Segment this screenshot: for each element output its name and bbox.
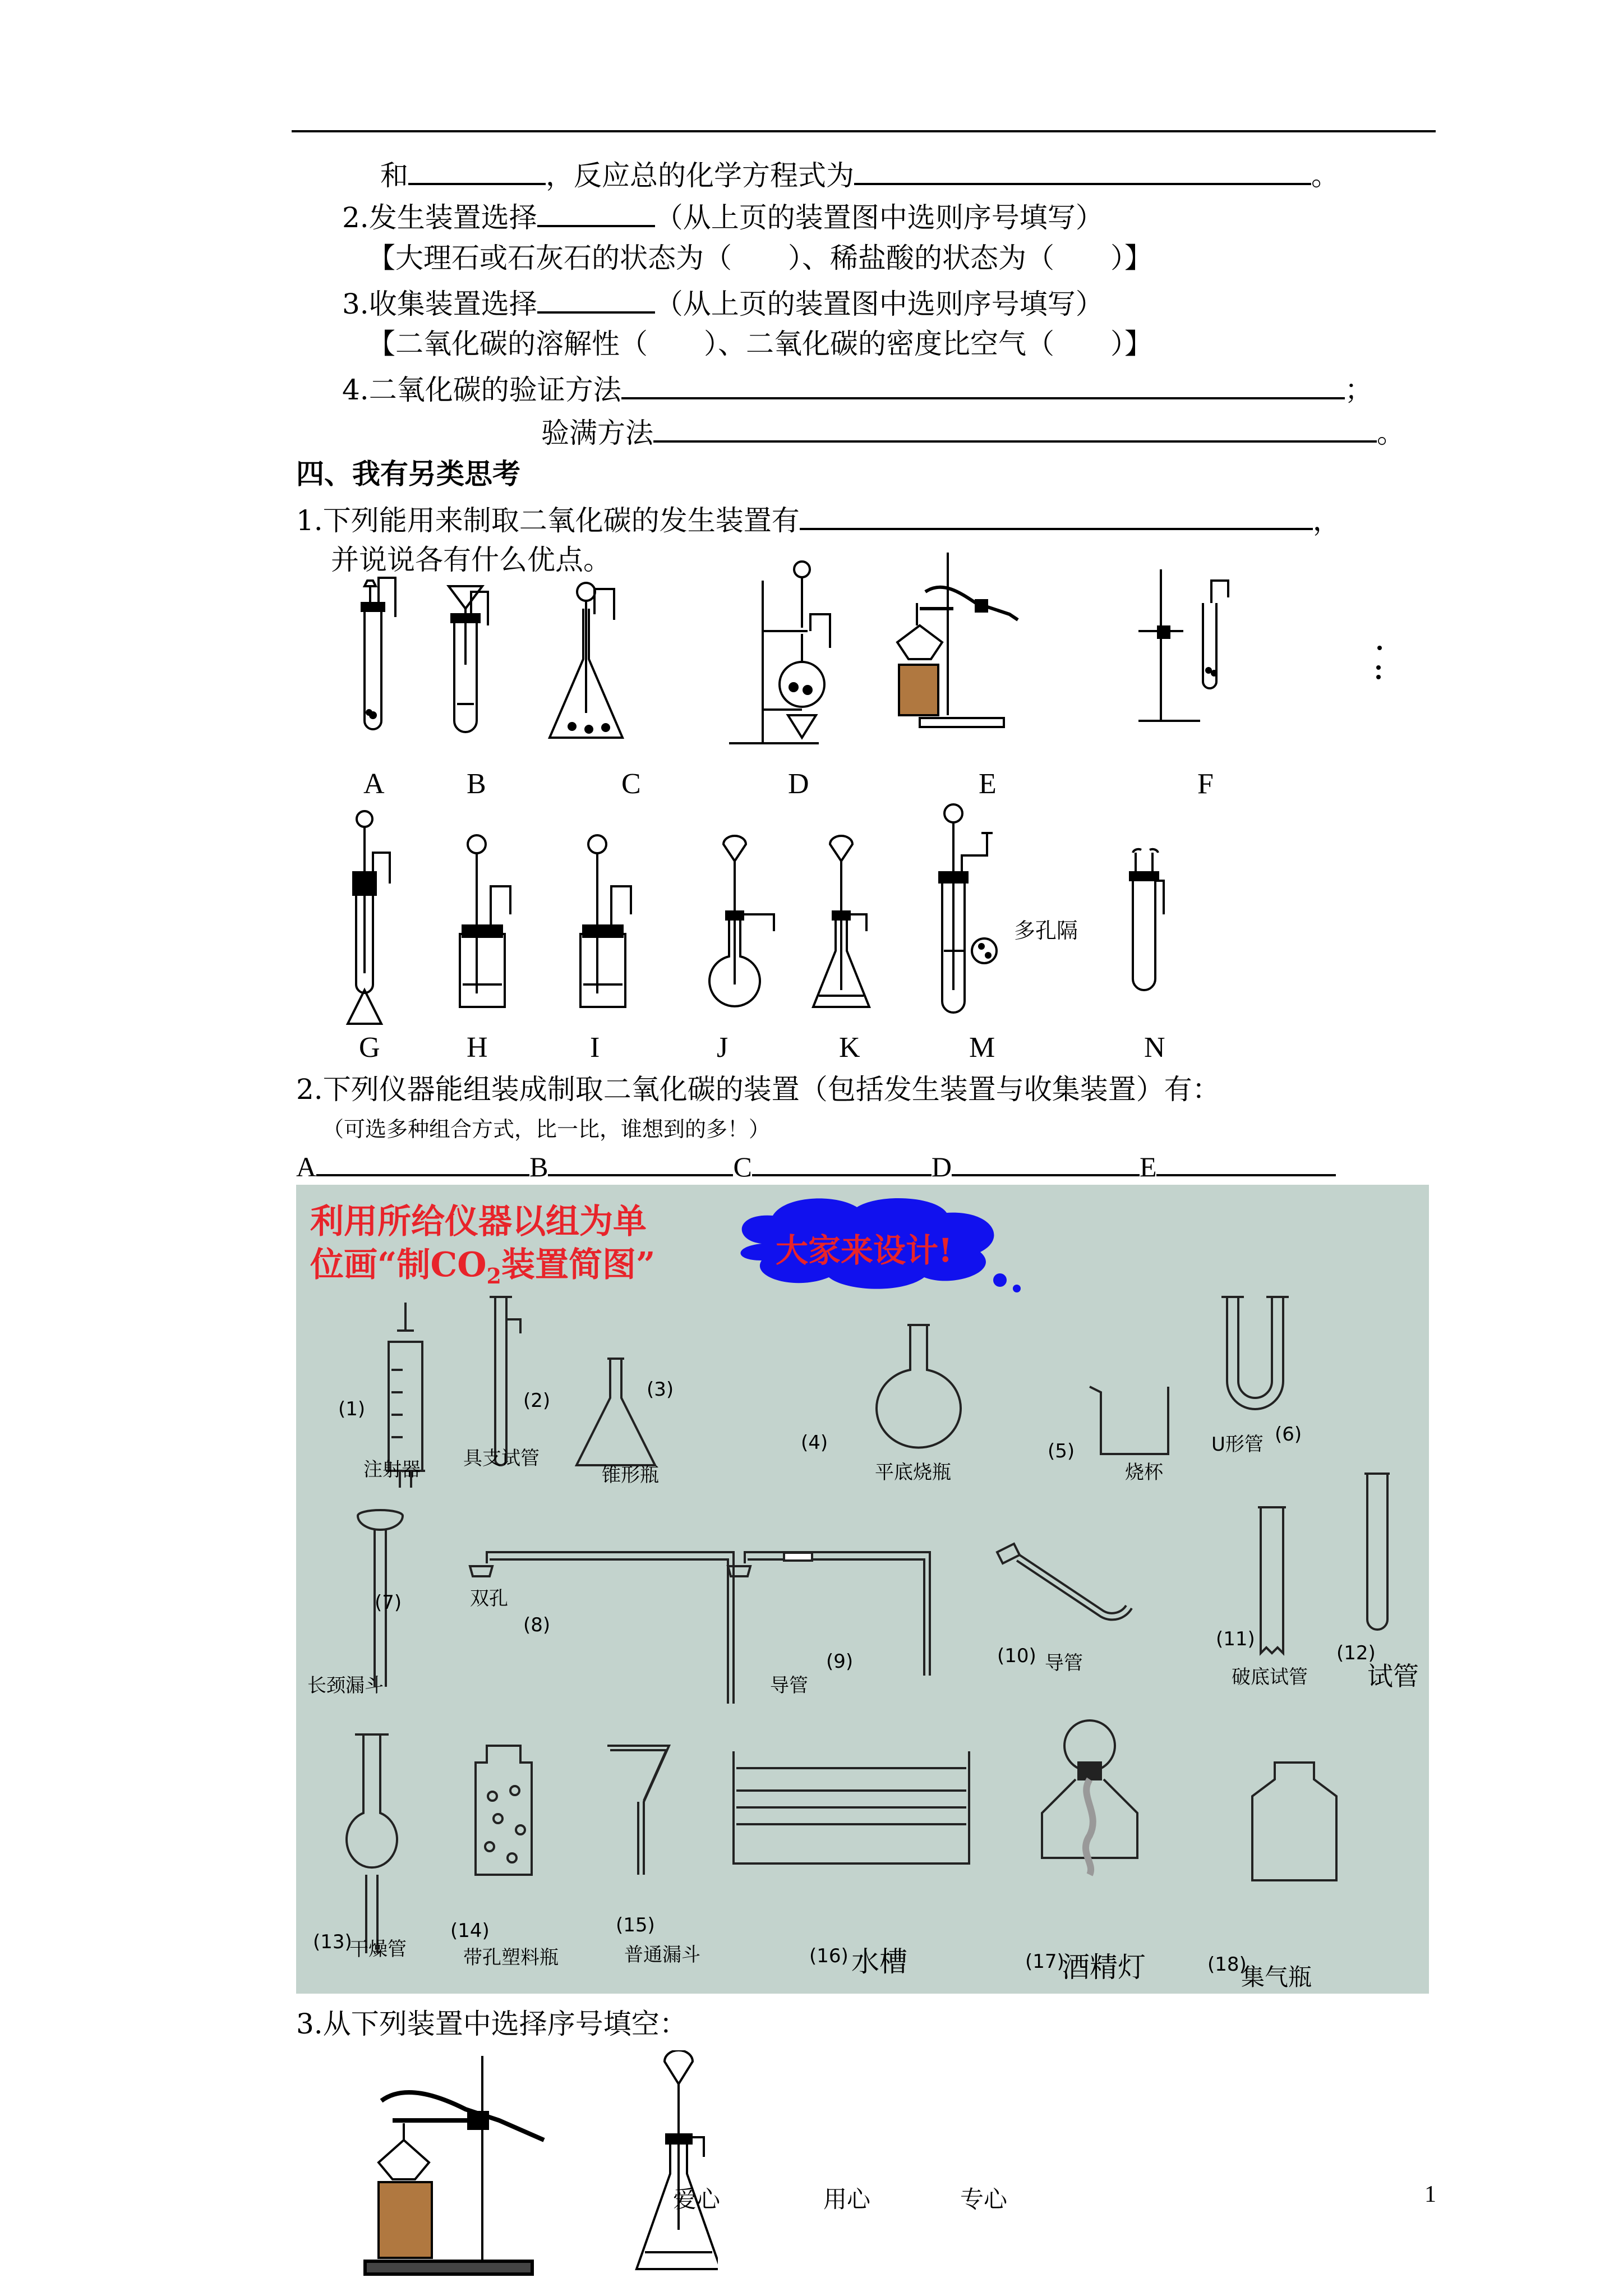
line-5: 【二氧化碳的溶解性（ ）、二氧化碳的密度比空气（ ）】 [367, 328, 1152, 360]
label-m: M [969, 1032, 995, 1064]
item-4-num: (4) [801, 1432, 828, 1454]
apparatus-f [1138, 569, 1228, 721]
footer-text-1: 爱心 [673, 2185, 721, 2213]
heating-apparatus-icon [365, 2056, 544, 2275]
blank[interactable] [408, 156, 546, 185]
funnel-icon [607, 1746, 669, 1875]
separatory-flask-icon [637, 2050, 721, 2269]
item-7-name: 长颈漏斗 [307, 1674, 384, 1697]
question-1: 1.下列能用来制取二氧化碳的发生装置有 ， [296, 501, 1341, 537]
item-10-num: (10) [997, 1645, 1036, 1667]
label-i: I [590, 1032, 600, 1064]
gas-bottle-icon [1252, 1763, 1336, 1880]
apparatus-n [1130, 849, 1164, 990]
label-b: B [467, 768, 486, 800]
item-2-name: 具支试管 [463, 1447, 540, 1470]
item-9-num: (9) [826, 1650, 854, 1673]
panel-title-1: 利用所给仪器以组为单 [310, 1202, 647, 1241]
item-9-name: 导管 [770, 1674, 808, 1697]
item-18-num: (18) [1207, 1953, 1247, 1976]
item-13-name: 干燥管 [349, 1938, 407, 1961]
blank[interactable] [653, 413, 1377, 443]
question-2-note: （可选多种组合方式，比一比，谁想到的多！） [322, 1117, 771, 1142]
blank[interactable] [1156, 1147, 1336, 1176]
item-7-num: (7) [375, 1591, 402, 1614]
label-c: C [621, 768, 641, 800]
item-3-name: 锥形瓶 [602, 1464, 659, 1487]
footer-text-2: 用心 [823, 2185, 871, 2213]
item-14-name: 带孔塑料瓶 [463, 1947, 559, 1969]
item-8-name: 双孔 [470, 1588, 508, 1610]
item-16-num: (16) [809, 1945, 849, 1967]
apparatus-row-1 [336, 547, 1402, 771]
apparatus-k [813, 836, 869, 1007]
section-heading: 四、我有另类思考 [296, 457, 520, 490]
label-n: N [1144, 1032, 1165, 1064]
blank[interactable] [621, 370, 1345, 399]
bubble-text: 大家来设计! [776, 1231, 953, 1269]
item-6-num: (6) [1275, 1423, 1302, 1446]
apparatus-d [729, 562, 830, 743]
item-18-name: 集气瓶 [1241, 1963, 1312, 1991]
question-1-sub: 并说说各有什么优点。 [331, 544, 611, 576]
item-6-name: U形管 [1211, 1433, 1264, 1456]
conical-flask-icon [577, 1359, 655, 1465]
apparatus-h [460, 835, 510, 1007]
apparatus-i [580, 835, 631, 1007]
question-3-apparatus [359, 2050, 721, 2286]
item-1-name: 注射器 [363, 1458, 421, 1481]
drying-tube-icon [347, 1734, 397, 1953]
blank[interactable] [537, 284, 655, 314]
blank[interactable] [854, 156, 1311, 185]
water-trough-icon [734, 1751, 969, 1864]
label-a: A [363, 768, 385, 800]
item-14-num: (14) [450, 1920, 490, 1942]
blank[interactable] [952, 1147, 1140, 1176]
item-16-name: 水槽 [851, 1945, 907, 1978]
label-e: E [979, 768, 997, 800]
item-1-num: (1) [338, 1398, 366, 1420]
apparatus-m [939, 804, 997, 1013]
apparatus-c [550, 583, 623, 738]
item-17-name: 酒精灯 [1062, 1951, 1146, 1984]
broken-tube-icon [1258, 1507, 1286, 1653]
stopper-tube-icon [470, 1552, 734, 1704]
item-11-num: (11) [1216, 1628, 1255, 1650]
page-number: 1 [1424, 2182, 1436, 2207]
footer-text-3: 专心 [960, 2185, 1008, 2213]
apparatus-e [897, 553, 1018, 727]
question-3: 3.从下列装置中选择序号填空： [296, 2008, 688, 2040]
line-7: 验满方法 。 [541, 413, 1405, 450]
perforated-bottle-icon [476, 1746, 532, 1875]
blank[interactable] [752, 1147, 932, 1176]
label-j: J [717, 1032, 728, 1064]
line-1: 和 ，反应总的化学方程式为 。 [380, 156, 1339, 192]
test-tube-icon [1364, 1474, 1390, 1630]
line-2: 2.发生装置选择 （从上页的装置图中选则序号填写） [342, 198, 1104, 234]
answer-row: A B C D E [296, 1147, 1336, 1184]
label-k: K [839, 1032, 860, 1064]
question-2: 2.下列仪器能组装成制取二氧化碳的装置（包括发生装置与收集装置）有： [296, 1073, 1220, 1106]
blank[interactable] [537, 198, 655, 227]
item-15-name: 普通漏斗 [624, 1944, 700, 1966]
apparatus-row-2 [325, 799, 1279, 1029]
item-3-num: (3) [647, 1378, 674, 1401]
apparatus-j [709, 836, 774, 1006]
item-13-num: (13) [313, 1931, 352, 1953]
item-11-name: 破底试管 [1232, 1666, 1308, 1688]
u-tube-icon [1221, 1297, 1289, 1409]
item-4-name: 平底烧瓶 [875, 1461, 951, 1484]
instrument-panel [296, 1185, 1429, 1994]
item-15-num: (15) [616, 1914, 655, 1936]
blank[interactable] [800, 501, 1313, 530]
item-12-name: 试管 [1367, 1661, 1419, 1691]
item-17-num: (17) [1025, 1950, 1064, 1973]
item-5-num: (5) [1048, 1440, 1075, 1462]
line-6: 4.二氧化碳的验证方法 ； [342, 370, 1373, 407]
m-label: 多孔隔 [1014, 918, 1078, 943]
label-f: F [1197, 768, 1214, 800]
label-d: D [788, 768, 809, 800]
item-8-num: (8) [523, 1614, 551, 1636]
side-arm-tube-icon [490, 1297, 520, 1465]
header-rule [292, 130, 1436, 132]
blank[interactable] [548, 1147, 733, 1176]
item-12-num: (12) [1336, 1642, 1376, 1664]
line-3: 【大理石或石灰石的状态为（ ）、稀盐酸的状态为（ ）】 [367, 242, 1152, 274]
apparatus-g [348, 811, 390, 1024]
alcohol-lamp-icon [1042, 1720, 1137, 1875]
apparatus-b [449, 586, 488, 732]
blank[interactable] [316, 1147, 529, 1176]
flat-flask-icon [877, 1325, 961, 1448]
line-4: 3.收集装置选择 （从上页的装置图中选则序号填写） [342, 284, 1104, 321]
label-g: G [359, 1032, 380, 1064]
item-5-name: 烧杯 [1125, 1461, 1163, 1484]
item-10-name: 导管 [1045, 1652, 1083, 1674]
beaker-icon [1090, 1387, 1168, 1454]
apparatus-a [362, 578, 395, 729]
label-h: H [467, 1032, 488, 1064]
item-2-num: (2) [523, 1389, 551, 1412]
panel-title-2: 位画“制$CO_2$装置简图” [310, 1245, 656, 1289]
instrument-drawings [296, 1185, 1429, 1994]
bent-tube-icon [997, 1544, 1132, 1619]
